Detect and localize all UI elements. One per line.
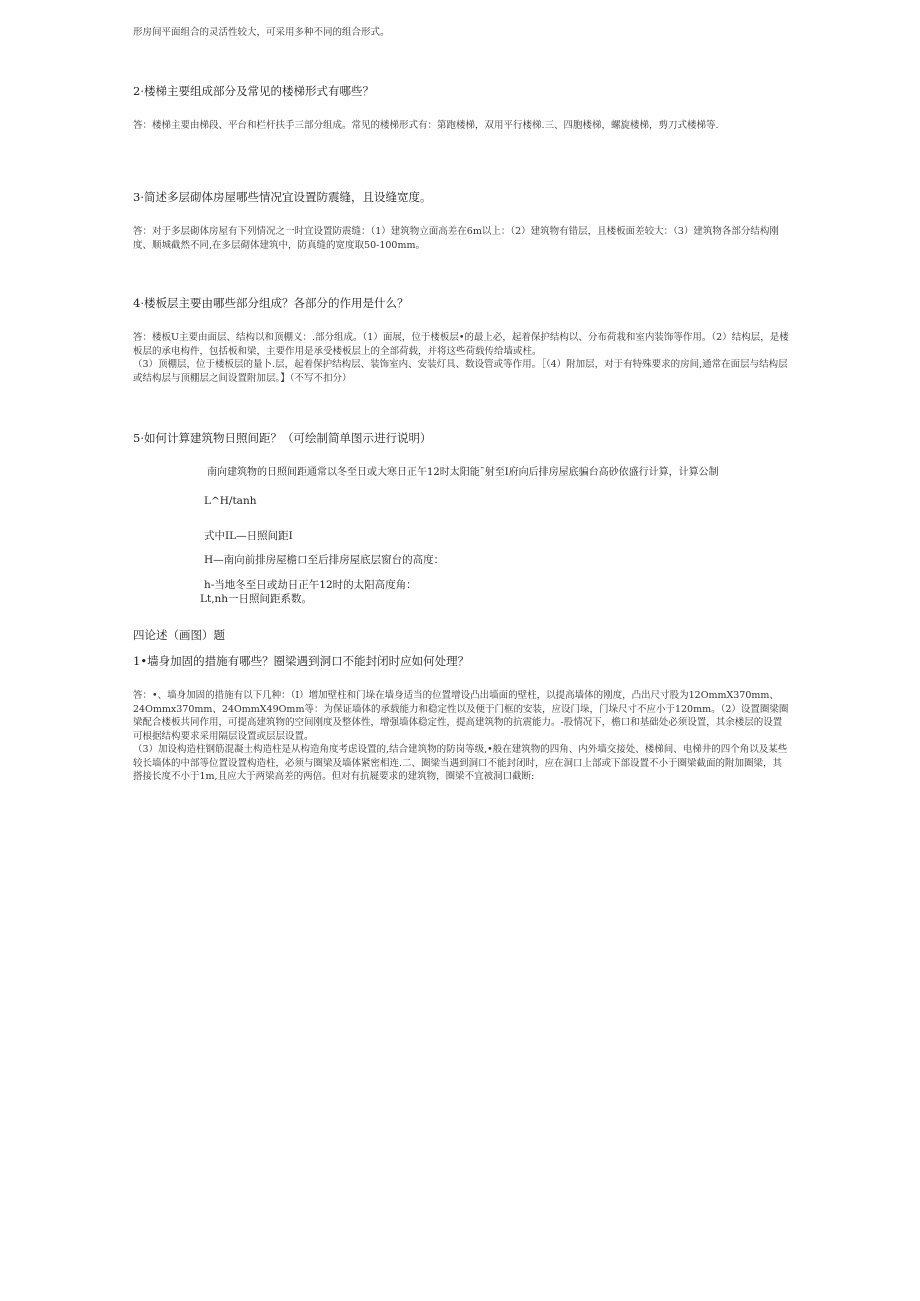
section-4-answer-1-para-1: 答：•、墙身加固的措施有以下几种：（I）增加壁柱和门垛在墙身适当的位置增设凸出墙面的壁柱，以提高墙体的刚度，凸出尺寸股为12OmmX370mm、24Ommx370mm、24OmmX49Omm等：为保证墙体的承载能力和稳定性以及便于门框的安装，应设门垛，门垛尺寸不应小于120mm。（2）设置圈梁圈梁配合楼板共同作用，可提高建筑物的空间刚度及整体性，增强墙体稳定性，提高建筑物的抗震能力。-股情况下，檐口和基础处必须设置，其余楼层的设置可根据结构要求采用隔层设置或层层设置。 [133, 690, 789, 742]
question-3: 3·简述多层砌体房屋哪些情况宜设置防震缝，且设缝宽度。 [133, 190, 432, 204]
intro-line: 形房间平面组合的灵活性较大，可采用多种不同的组合形式。 [133, 27, 390, 38]
answer-3: 答：对于多层砌体房屋有下列情况之一时宜设置防震缝：（1）建筑物立面高差在6m以上：（2）建筑物有错层，且楼板面差较大：（3）建筑物各部分结构刚度、顺城截然不同,在多层砌体建筑中，防真缝的宽度取50-100mm。 [133, 226, 779, 251]
section-4-answer-1-para-2: （3）加设构造柱钢筋混凝土构造柱是从构造角度考虑设置的,结合建筑物的防岗等级,•般在建筑物的四角、内外墙交接处、楼梯间、电梯井的四个角以及某些较长墙体的中部等位置设置构造柱，必须与圈梁及墙体紧密相连.二、圈梁当遇到洞口不能封闭时，应在洞口上部或下部设置不小于圈梁截面的附加圈梁，其搭接长度不小于1m,且应大于两梁高差的两倍。但对有抗屣要求的建筑物，圈梁不宜被洞口截断: [133, 744, 788, 782]
question-5: 5·如何计算建筑物日照间距？（可绘制简单图示进行说明） [133, 431, 432, 445]
answer-4 [133, 331, 789, 385]
formula-def-h: h-当地冬至日或劫日正午12时的太阳高度角： [204, 579, 417, 591]
formula-def-H: H—南向前排房屋檐口至后排房屋底层窗台的高度： [204, 554, 445, 566]
sunlight-formula: L^H∕tanh [204, 495, 257, 507]
section-4-answer-1 [133, 689, 789, 784]
answer-4-para-1: 答：楼板U主要由面层、结构以和顶棚义：.部分组成。（1）面展，位于楼板层•的最上必，起着保护结构以、分布荷栽和室内装饰等作用。（2）结构层，是楼板层的承电构件，包括板和梁，主要作用是承受楼板层上的全部荷载，并将这些荷载传给墙或柱。 [133, 332, 789, 357]
question-4: 4·楼板层主要由哪些部分组成？各部分的作用是什么？ [133, 296, 409, 310]
formula-def-coefficient: Lt,nh一日照间距系数。 [200, 593, 313, 605]
section-4-title: 四论述（画图）题 [133, 628, 225, 642]
question-2: 2·楼梯主要组成部分及常见的楼梯形式有哪些？ [133, 84, 374, 98]
formula-def-L: 式中IL—日照间距I [204, 530, 293, 542]
section-4-question-1: 1•墙身加固的措施有哪些？圈梁遇到洞口不能封闭时应如何处理？ [133, 654, 470, 668]
answer-2: 答：楼梯主要由梯段、平台和栏杆扶手三部分组成。常见的楼梯形式有：第跑楼梯，双用平行楼梯.三、四胞楼梯，螺旋楼梯，剪刀式楼梯等. [133, 120, 719, 131]
answer-4-para-2: （3）顶棚层，位于楼板层的量卜.层，起着保护结构层、装饰室内、安装灯具、数设管或等作用。［（4）附加层，对于有特殊要求的房间,通常在面层与结构层或结构层与顶棚层之间设置附加层。】（不写不扣分） [133, 359, 788, 384]
sunlight-intro: 南向建筑物的日照间距通常以冬至日或大寒日正午12时太阳能ˉ射至I府向后排房屋底骗台高砂依盛行计算，计算公制 [207, 467, 719, 478]
